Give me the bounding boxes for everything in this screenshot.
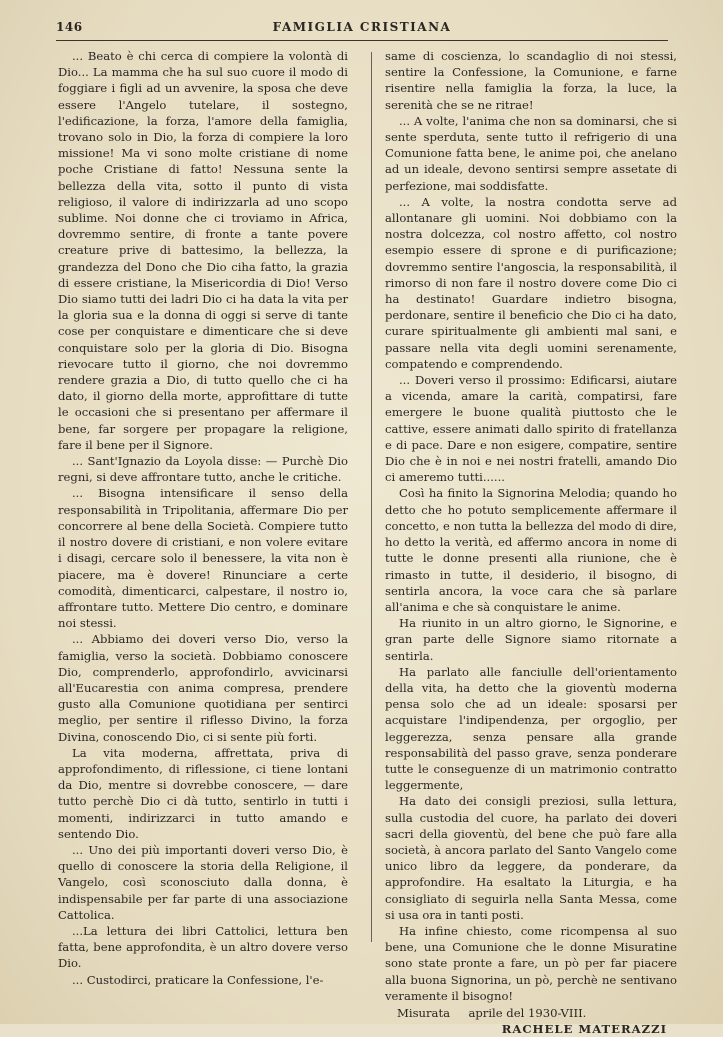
paragraph: Ha dato dei consigli preziosi, sulla lettura, sulla custodia del cuore, ha parlato dei doveri sacri della gioventù, del bene che può fare alla società, à ancora parlato del Santo Vangelo come unico libro da leggere, da ponderare, da approfondire. Ha esaltato la Liturgia, e ha consigliato di seguirla nella Santa Messa, come si usa ora in tanti posti. <box>385 794 677 922</box>
page-number: 146 <box>56 20 83 34</box>
paragraph: ...La lettura dei libri Cattolici, lettura ben fatta, bene approfondita, è un altro dovere verso Dio. <box>58 923 348 971</box>
left-column <box>58 48 348 988</box>
paragraph: ... Abbiamo dei doveri verso Dio, verso la famiglia, verso la società. Dobbiamo conoscere Dio, comprenderlo, approfondirlo, avvicinarsi all'Eucarestia con anima compresa, prendere gusto alla Comunione quotidiana per sentirci meglio, per sentire il riflesso Divino, la forza Divina, conoscendo Dio, ci si sente più forti. <box>58 632 348 744</box>
paragraph: Ha parlato alle fanciulle dell'orientamento della vita, ha detto che la gioventù moderna pensa solo che ad un ideale: sposarsi per acquistare l'indipendenza, per orgoglio, per leggerezza, senza pensare alla grande responsabilità del passo grave, senza ponderare tutte le conseguenze di un matrimonio contratto leggermente, <box>385 664 677 793</box>
column-divider <box>371 52 372 942</box>
paragraph: ... Sant'Ignazio da Loyola disse: — Purchè Dio regni, si deve affrontare tutto, anche le critiche. <box>58 454 348 485</box>
page-header <box>56 18 668 38</box>
paragraph: ... A volte, l'anima che non sa dominarsi, che si sente sperduta, sente tutto il refrigerio di una Comunione fatta bene, le anime poi, che anelano ad un ideale, devono sentirsi sempre assetate di perfezione, mai soddisfatte. <box>385 113 677 193</box>
signature-line <box>385 1005 677 1021</box>
paragraph: ... Uno dei più importanti doveri verso Dio, è quello di conoscere la storia della Religione, il Vangelo, così sconosciuto dalla donna, è indispensabile per far parte di una associazione Cattolica. <box>58 842 348 922</box>
right-column <box>385 48 677 1037</box>
place-date: Misurata aprile del 1930-VIII. <box>397 1005 587 1020</box>
paragraph: ... Beato è chi cerca di compiere la volontà di Dio... La mamma che ha sul suo cuore il modo di foggiare i figli ad un avvenire, la sposa che deve essere l'Angelo tutelare, il sostegno, l'edificazione, la forza, l'amore della famiglia, trovano solo in Dio, la forza di compiere la loro missione! Ma vi sono molte cristiane di nome poche Cristiane di fatto! Nessuna sente la bellezza della vita, sotto il punto di vista religioso, il valore di indirizzarla ad uno scopo sublime. Noi donne che ci troviamo in Africa, dovremmo sentire, di fronte a tante povere creature prive di battesimo, la bellezza, la grandezza del Dono che Dio ciha fatto, la grazia di essere cristiane, la Misericordia di Dio! Verso Dio siamo tutti dei ladri Dio ci ha data la vita per la gloria sua e la donna di oggi si serve di tante cose per conquistare e dimenticare che si deve conquistare solo per la gloria di Dio. Bisogna rievocare tutto il giorno, che noi dovremmo rendere grazia a Dio, di tutto quello che ci ha dato, il giorno della morte, approfittare di tutte le occasioni che si presentano per affermare il bene, far sorgere per propagare la religione, fare il bene per il Signore. <box>58 49 348 452</box>
paragraph: ... A volte, la nostra condotta serve ad allontanare gli uomini. Noi dobbiamo con la nostra dolcezza, col nostro affetto, col nostro esempio essere di sprone e di purificazione; dovremmo sentire l'angoscia, la responsabilità, il rimorso di non fare il nostro dovere come Dio ci ha destinato! Guardare indietro bisogna, perdonare, sentire il beneficio che Dio ci ha dato, curare spiritualmente gli ambienti mal sani, e passare nella vita degli uomini serenamente, compatendo e comprendendo. <box>385 194 677 371</box>
paragraph: ... Custodirci, praticare la Confessione, l'e- <box>72 972 324 987</box>
paragraph: Ha infine chiesto, come ricompensa al suo bene, una Comunione che le donne Misuratine sono state pronte a fare, un pò per far piacere alla buona Signorina, un pò, perchè ne sentivano veramente il bisogno! <box>385 923 677 1003</box>
paragraph: Così ha finito la Signorina Melodia; quando ho detto che ho potuto semplicemente affermare il concetto, e non tutta la bellezza del modo di dire, ho detto la verità, ed affermo ancora in nome di tutte le donne presenti alla riunione, che è rimasto in tutte, il desiderio, il bisogno, di sentirla ancora, la voce cara che sà parlare all'anima e che sà conquistare le anime. <box>385 486 677 614</box>
paragraph: La vita moderna, affrettata, priva di approfondimento, di riflessione, ci tiene lontani da Dio, mentre si dovrebbe conoscere, — dare tutto perchè Dio ci dà tutto, sentirlo in tutti i momenti, indirizzarci in tutto amando e sentendo Dio. <box>58 745 348 841</box>
author-name: RACHELE MATERAZZI <box>501 1021 667 1036</box>
running-title: FAMIGLIA CRISTIANA <box>272 20 452 34</box>
paragraph: ... Doveri verso il prossimo: Edificarsi, aiutare a vicenda, amare la carità, compatirsi, fare emergere le buone qualità piuttosto che le cattive, essere animati dallo spirito di fratellanza e di pace. Dare e non esigere, compatire, sentire Dio che è in noi e nei nostri fratelli, amando Dio ci ameremo tutti...... <box>385 373 677 485</box>
paragraph: Ha riunito in un altro giorno, le Signorine, e gran parte delle Signore siamo ritornate a sentirla. <box>385 616 677 663</box>
header-rule <box>56 40 668 41</box>
paragraph: same di coscienza, lo scandaglio di noi stessi, sentire la Confessione, la Comunione, e farne risentire nella famiglia la forza, la luce, la serenità che se ne ritrae! <box>385 49 677 112</box>
paragraph: ... Bisogna intensificare il senso della responsabilità in Tripolitania, affermare Dio per concorrere al bene della Società. Compiere tutto il nostro dovere di cristiani, e non volere evitare i disagi, cercare solo il benessere, la vita non è piacere, ma è dovere! Rinunciare a certe comodità, dimenticarci, calpestare, il nostro io, affrontare tutto. Mettere Dio centro, e dominare noi stessi. <box>58 486 348 631</box>
